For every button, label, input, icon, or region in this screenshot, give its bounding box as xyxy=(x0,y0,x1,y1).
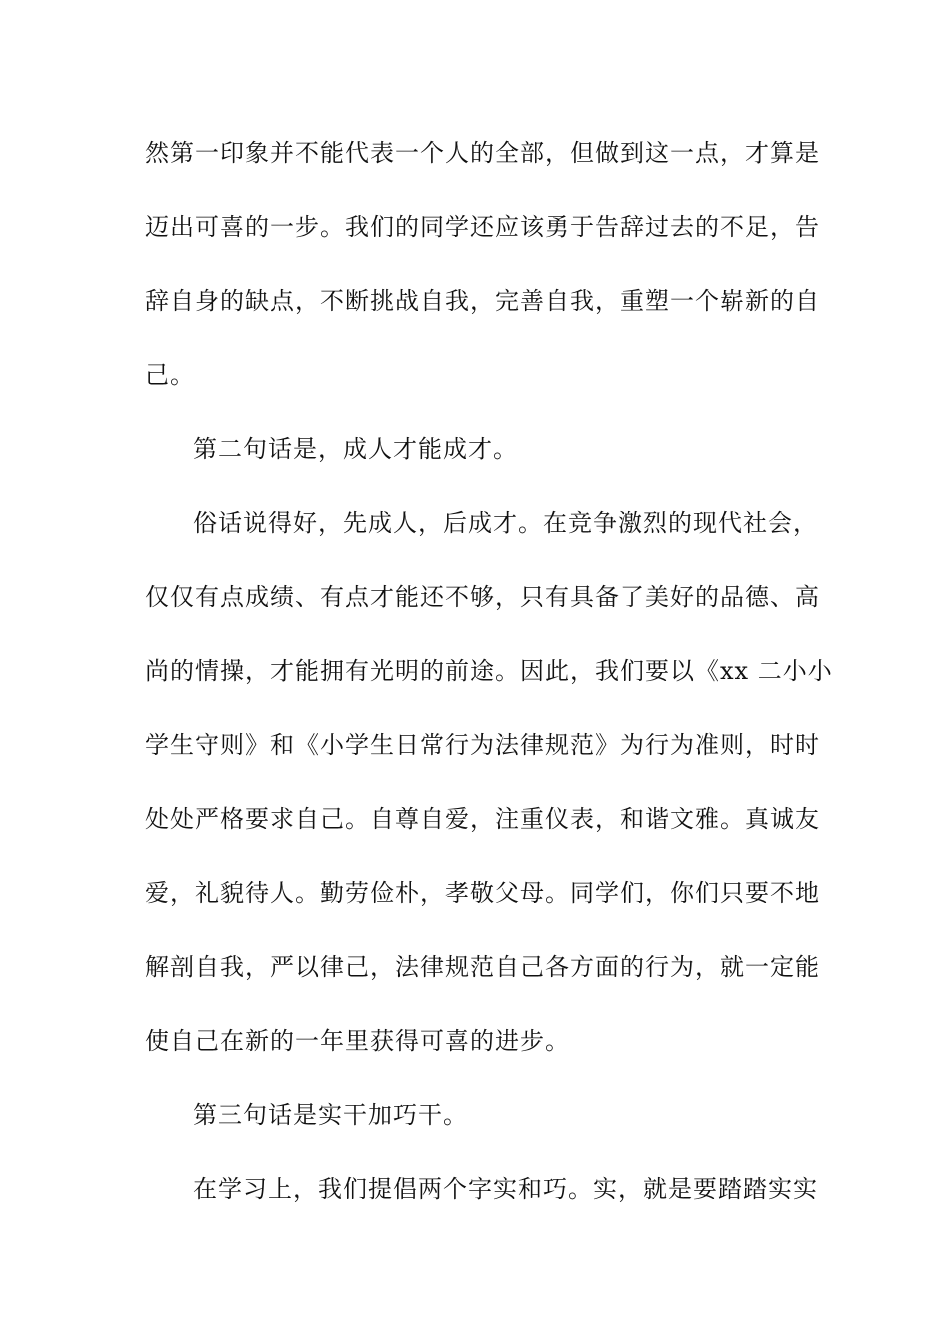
body-text-line: 辞自身的缺点，不断挑战自我，完善自我，重塑一个崭新的自 xyxy=(145,287,820,315)
body-text-line: 处处严格要求自己。自尊自爱，注重仪表，和谐文雅。真诚友 xyxy=(145,805,820,833)
paragraph-first-line: 在学习上，我们提倡两个字实和巧。实，就是要踏踏实实 xyxy=(193,1175,818,1203)
body-text-line: 尚的情操，才能拥有光明的前途。因此，我们要以《xx 二小小 xyxy=(145,657,833,685)
body-text-line: 解剖自我，严以律己，法律规范自己各方面的行为，就一定能 xyxy=(145,953,820,981)
body-text-line: 爱，礼貌待人。勤劳俭朴，孝敬父母。同学们，你们只要不地 xyxy=(145,879,820,907)
section-heading-line: 第二句话是，成人才能成才。 xyxy=(193,435,518,463)
body-text-line: 仅仅有点成绩、有点才能还不够，只有具备了美好的品德、高 xyxy=(145,583,820,611)
body-text-line: 使自己在新的一年里获得可喜的进步。 xyxy=(145,1027,570,1055)
section-heading-line: 第三句话是实干加巧干。 xyxy=(193,1101,468,1129)
body-text-line: 迈出可喜的一步。我们的同学还应该勇于告辞过去的不足，告 xyxy=(145,213,820,241)
paragraph-first-line: 俗话说得好，先成人，后成才。在竞争激烈的现代社会， xyxy=(193,509,818,537)
body-text-line: 己。 xyxy=(145,361,195,389)
body-text-line: 然第一印象并不能代表一个人的全部，但做到这一点，才算是 xyxy=(145,139,820,167)
body-text-line: 学生守则》和《小学生日常行为法律规范》为行为准则，时时 xyxy=(145,731,820,759)
